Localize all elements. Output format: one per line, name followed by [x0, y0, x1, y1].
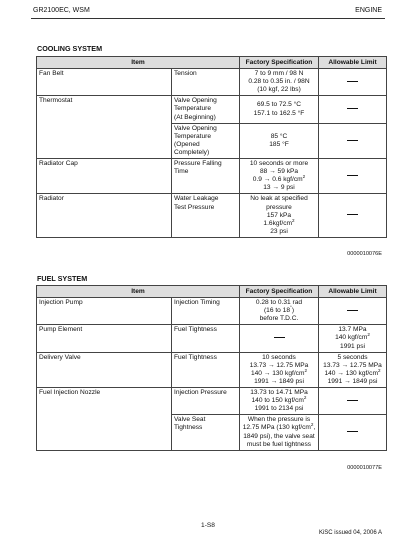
limit-thermostat-beginning	[319, 96, 387, 123]
param-tension: Tension	[172, 69, 240, 96]
fuel-reference-code: 0000010077E	[347, 465, 382, 471]
dash-mark	[347, 431, 358, 432]
dash-mark	[347, 108, 358, 109]
item-radiator-cap: Radiator Cap	[37, 159, 172, 194]
param-water-leakage: Water Leakage Test Pressure	[172, 194, 240, 237]
limit-thermostat-completely	[319, 123, 387, 158]
fuel-system-table	[36, 285, 387, 451]
column-header-allowable-limit: Allowable Limit	[319, 57, 387, 69]
table-row	[37, 69, 387, 96]
spec-injection-pressure: 13.73 to 14.71 MPa 140 to 150 kgf/$cm^2$ 1991 to 2134 psi	[240, 388, 319, 415]
column-header-factory-specification: Factory Specification	[240, 286, 319, 298]
table-row	[37, 96, 387, 123]
table-row	[37, 325, 387, 352]
table-row	[37, 194, 387, 237]
dash-mark	[347, 214, 358, 215]
header-section: ENGINE	[355, 7, 382, 14]
column-header-item: Item	[37, 57, 240, 69]
spec-pump-element	[240, 325, 319, 352]
limit-fan-belt	[319, 69, 387, 96]
dash-mark	[274, 337, 285, 338]
param-injection-timing: Injection Timing	[172, 298, 240, 325]
table-row	[37, 298, 387, 325]
spec-injection-pump: 0.28 to 0.31 rad (16 to 18°) before T.D.C.	[240, 298, 319, 325]
column-header-item: Item	[37, 286, 240, 298]
column-header-allowable-limit: Allowable Limit	[319, 286, 387, 298]
param-valve-seat-tightness: Valve Seat Tightness	[172, 415, 240, 450]
param-pressure-falling-time: Pressure Falling Time	[172, 159, 240, 194]
table-header-row	[37, 57, 387, 69]
limit-pump-element: 13.7 MPa 140 kgf/$cm^2$ 1991 psi	[319, 325, 387, 352]
param-fuel-tightness: Fuel Tightness	[172, 325, 240, 352]
table-header-row	[37, 286, 387, 298]
param-valve-opening-beginning: Valve Opening Temperature (At Beginning)	[172, 96, 240, 123]
limit-injection-pump	[319, 298, 387, 325]
param-injection-pressure: Injection Pressure	[172, 388, 240, 415]
spec-radiator: No leak at specified pressure 157 kPa $1.6kgf/cm^2$ 23 psi	[240, 194, 319, 237]
table-row	[37, 352, 387, 387]
spec-thermostat-beginning: 69.5 to 72.5 °C 157.1 to 162.5 °F	[240, 96, 319, 123]
item-radiator: Radiator	[37, 194, 172, 237]
item-fan-belt: Fan Belt	[37, 69, 172, 96]
cooling-reference-code: 0000010076E	[347, 251, 382, 257]
cooling-system-table	[36, 56, 387, 238]
spec-thermostat-completely: 85 °C 185 °F	[240, 123, 319, 158]
limit-delivery-valve: 5 seconds 13.73 → 12.75 MPa 140 → 130 kgf/$cm^2$ 1991 → 1849 psi	[319, 352, 387, 387]
cooling-system-title: COOLING SYSTEM	[37, 44, 103, 53]
item-fuel-injection-nozzle: Fuel Injection Nozzle	[37, 388, 172, 451]
page-number: 1-S8	[201, 522, 215, 529]
param-fuel-tightness: Fuel Tightness	[172, 352, 240, 387]
item-delivery-valve: Delivery Valve	[37, 352, 172, 387]
header-rule	[31, 18, 385, 19]
limit-injection-pressure	[319, 388, 387, 415]
dash-mark	[347, 140, 358, 141]
limit-radiator-cap	[319, 159, 387, 194]
limit-valve-seat-tightness	[319, 415, 387, 450]
dash-mark	[347, 310, 358, 311]
dash-mark	[347, 81, 358, 82]
item-injection-pump: Injection Pump	[37, 298, 172, 325]
param-valve-opening-completely: Valve Opening Temperature (Opened Completely)	[172, 123, 240, 158]
spec-radiator-cap: 10 seconds or more 88 → 59 kPa 0.9 → 0.6 kgf/$cm^2$ 13 → 9 psi	[240, 159, 319, 194]
limit-radiator	[319, 194, 387, 237]
column-header-factory-specification: Factory Specification	[240, 57, 319, 69]
issue-note: KiSC issued 04, 2006 A	[318, 530, 382, 536]
table-row	[37, 388, 387, 415]
item-pump-element: Pump Element	[37, 325, 172, 352]
header-model: GR2100EC, WSM	[33, 7, 90, 14]
item-thermostat: Thermostat	[37, 96, 172, 159]
spec-delivery-valve: 10 seconds 13.73 → 12.75 MPa 140 → 130 kgf/$cm^2$ 1991 → 1849 psi	[240, 352, 319, 387]
spec-fan-belt: 7 to 9 mm / 98 N 0.28 to 0.35 in. / 98N (10 kgf, 22 lbs)	[240, 69, 319, 96]
dash-mark	[347, 400, 358, 401]
spec-valve-seat-tightness: When the pressure is 12.75 MPa (130 kgf/$cm^2$, 1849 psi), the valve seat must be fuel tightness	[240, 415, 319, 450]
dash-mark	[347, 175, 358, 176]
table-row	[37, 159, 387, 194]
fuel-system-title: FUEL SYSTEM	[37, 274, 88, 283]
